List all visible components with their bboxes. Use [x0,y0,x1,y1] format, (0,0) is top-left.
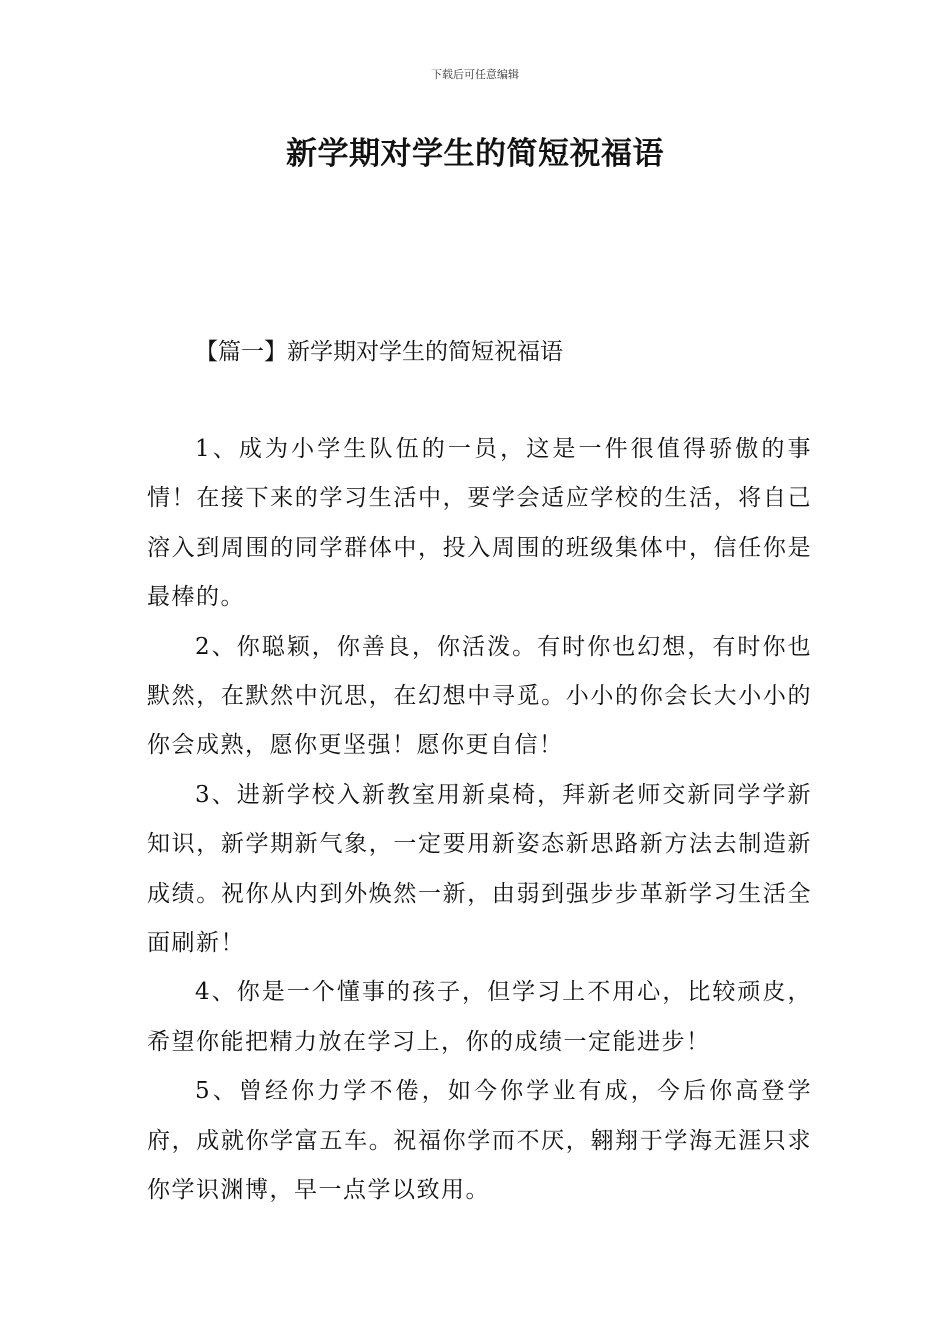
header-note: 下载后可任意编辑 [431,68,519,81]
paragraph-2: 2、你聪颖，你善良，你活泼。有时你也幻想，有时你也默然，在默然中沉思，在幻想中寻觅。小小的你会长大小小的你会成熟，愿你更坚强！愿你更自信！ [147,633,812,759]
section-heading: 【篇一】新学期对学生的简短祝福语 [195,339,563,365]
document-body [147,425,812,1216]
paragraph-4: 4、你是一个懂事的孩子，但学习上不用心，比较顽皮，希望你能把精力放在学习上，你的成绩一定能进步！ [147,979,812,1055]
paragraph-3: 3、进新学校入新教室用新桌椅，拜新老师交新同学学新知识，新学期新气象，一定要用新姿态新思路新方法去制造新成绩。祝你从内到外焕然一新，由弱到强步步革新学习生活全面刷新！ [147,781,812,957]
paragraph-5: 5、曾经你力学不倦，如今你学业有成，今后你高登学府，成就你学富五车。祝福你学而不厌，翱翔于学海无涯只求你学识渊博，早一点学以致用。 [147,1078,812,1204]
document-title: 新学期对学生的简短祝福语 [286,136,664,172]
paragraph-1: 1、成为小学生队伍的一员，这是一件很值得骄傲的事情！在接下来的学习生活中，要学会适应学校的生活，将自己溶入到周围的同学群体中，投入周围的班级集体中，信任你是最棒的。 [147,436,812,611]
